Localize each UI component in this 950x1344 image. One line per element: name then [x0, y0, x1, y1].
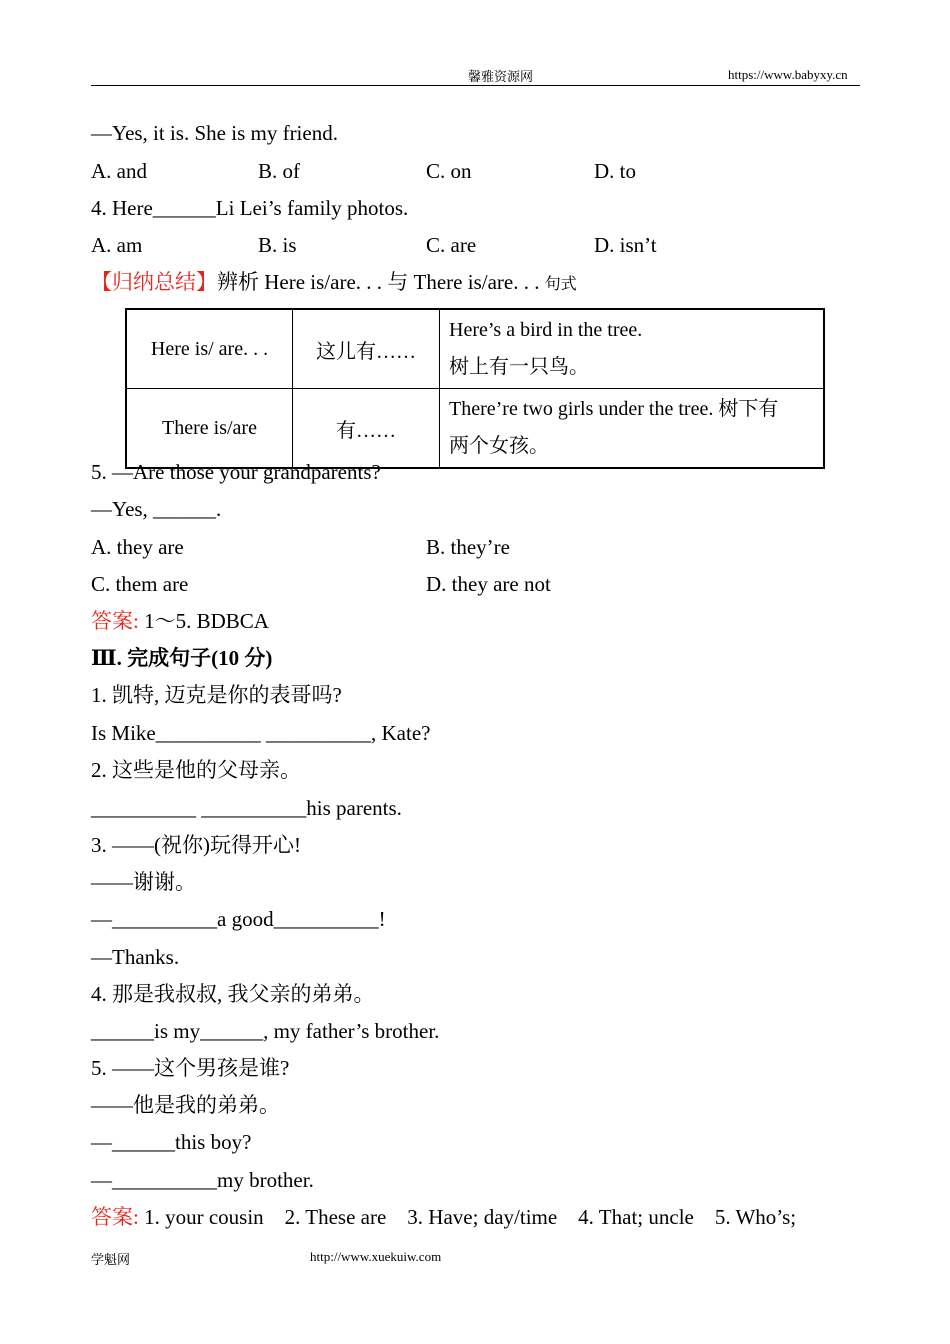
- sentence-line: 2. 这些是他的父母亲。: [91, 758, 301, 782]
- q5-option-a: A. they are: [91, 535, 184, 559]
- sentence-line: ——谢谢。: [91, 870, 196, 894]
- header-site-name: 馨雅资源网: [468, 69, 534, 84]
- table-cell-example: [440, 309, 825, 389]
- answer-text: 1～5. BDBCA: [138, 609, 269, 633]
- q3-answer-line: —Yes, it is. She is my friend.: [91, 121, 338, 145]
- sentence-line: 5. ——这个男孩是谁?: [91, 1056, 290, 1080]
- q3-option-d: D. to: [594, 159, 636, 183]
- sentence-line: —______this boy?: [91, 1130, 252, 1154]
- sentence-line: __________ __________his parents.: [91, 796, 402, 820]
- section-title: Ⅲ. 完成句子(10 分): [91, 646, 273, 670]
- sentence-line: Is Mike__________ __________, Kate?: [91, 721, 431, 745]
- sentence-line: ______is my______, my father’s brother.: [91, 1019, 440, 1043]
- answer-text: 1. your cousin 2. These are 3. Have; day/time 4. That; uncle 5. Who’s;: [138, 1205, 797, 1229]
- footer-url[interactable]: http://www.xuekuiw.com: [310, 1249, 442, 1264]
- q4-option-b: B. is: [258, 233, 297, 257]
- sentence-line: 4. 那是我叔叔, 我父亲的弟弟。: [91, 982, 375, 1006]
- summary-text-small: 句式: [544, 276, 577, 293]
- q5-reply: —Yes, ______.: [91, 497, 222, 521]
- sentence-line: —Thanks.: [91, 945, 180, 969]
- q5-option-b: B. they’re: [426, 535, 510, 559]
- q4-option-c: C. are: [426, 233, 477, 257]
- q4-option-a: A. am: [91, 233, 143, 257]
- summary-line: [91, 269, 577, 298]
- sentence-line: —__________my brother.: [91, 1168, 314, 1192]
- table-row: [126, 389, 824, 469]
- q3-option-c: C. on: [426, 159, 472, 183]
- q5-stem: 5. —Are those your grandparents?: [91, 460, 381, 484]
- sentence-line: 3. ——(祝你)玩得开心!: [91, 833, 301, 857]
- example-line: Here’s a bird in the tree.: [449, 319, 643, 341]
- q5-option-d: D. they are not: [426, 572, 551, 596]
- q5-option-c: C. them are: [91, 572, 189, 596]
- answer-key-2: [91, 1204, 796, 1230]
- answer-label: 答案:: [91, 609, 139, 633]
- header-divider: [91, 85, 860, 86]
- sentence-line: ——他是我的弟弟。: [91, 1093, 280, 1117]
- footer-site-name: 学魁网: [91, 1252, 131, 1267]
- answer-label: 答案:: [91, 1205, 139, 1229]
- table-cell-pattern: There is/are: [126, 389, 293, 469]
- q4-stem: 4. Here______Li Lei’s family photos.: [91, 196, 409, 220]
- sentence-line: 1. 凯特, 迈克是你的表哥吗?: [91, 683, 342, 707]
- q3-option-b: B. of: [258, 159, 300, 183]
- example-line: 两个女孩。: [449, 435, 549, 457]
- table-cell-meaning: 这儿有……: [293, 309, 440, 389]
- sentence-line: —__________a good__________!: [91, 907, 386, 931]
- summary-text: 辨析 Here is/are. . . 与 There is/are. . .: [217, 270, 545, 294]
- q3-option-a: A. and: [91, 159, 147, 183]
- example-line: 树上有一只鸟。: [449, 356, 589, 378]
- table-cell-example: [440, 389, 825, 469]
- table-row: [126, 309, 824, 389]
- q4-option-d: D. isn’t: [594, 233, 657, 257]
- table-cell-pattern: Here is/ are. . .: [126, 309, 293, 389]
- table-cell-meaning: 有……: [293, 389, 440, 469]
- example-line: There’re two girls under the tree. 树下有: [449, 398, 779, 420]
- comparison-table: [125, 308, 825, 469]
- summary-tag: 【归纳总结】: [91, 270, 217, 294]
- header-site-url[interactable]: https://www.babyxy.cn: [728, 67, 848, 82]
- answer-key-1: [91, 608, 269, 634]
